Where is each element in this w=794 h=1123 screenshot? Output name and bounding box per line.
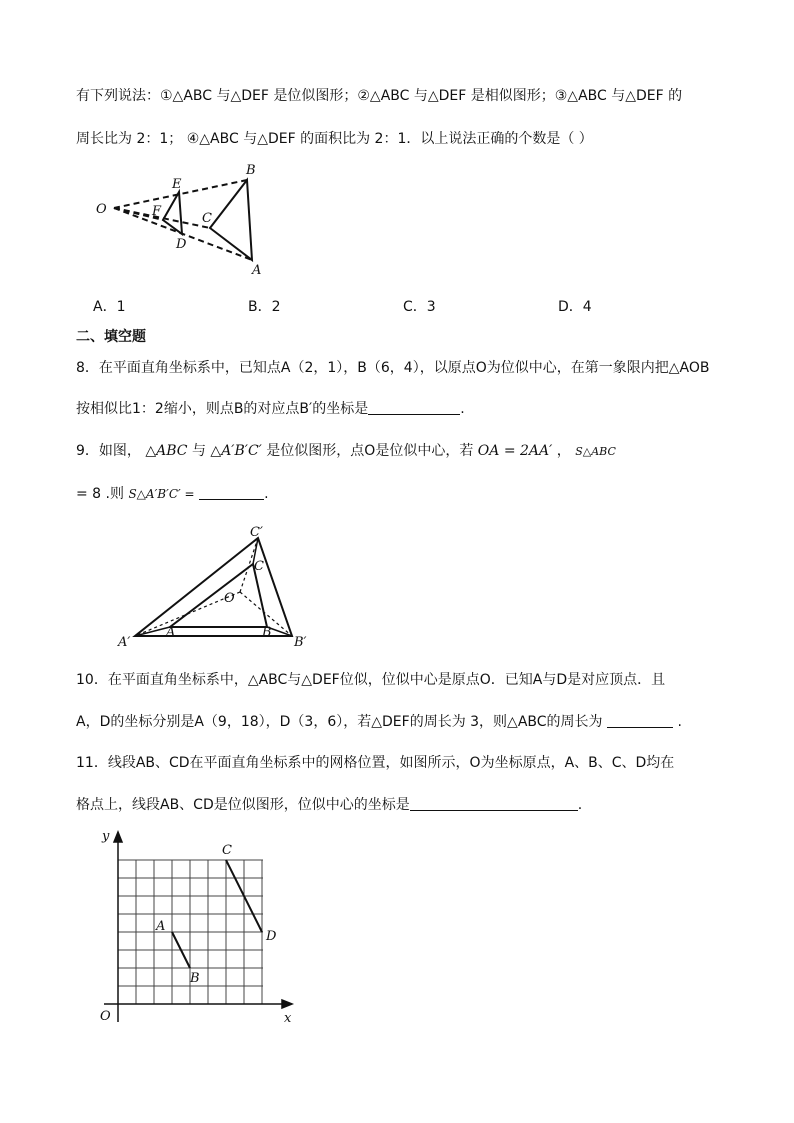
q9-label-A1: A′ <box>118 635 131 650</box>
q7-option-b: B．2 <box>248 299 281 315</box>
q7-label-B: B <box>246 163 256 178</box>
q11-label-A: A <box>156 919 166 934</box>
q11-line-2-text: 格点上，线段AB、CD是位似图形，位似中心的坐标是 <box>76 797 410 813</box>
q7-label-F: F <box>152 204 162 219</box>
q11-label-B: B <box>190 971 200 986</box>
q10-line-1: 10．在平面直角坐标系中，△ABC与△DEF位似，位似中心是原点O．已知A与D是对应顶点．且 <box>76 672 666 688</box>
q9-prefix: 9．如图， <box>76 443 141 459</box>
q9-and: 与 <box>191 443 206 459</box>
q9-expr: S△A′B′C′ = <box>128 487 195 501</box>
q7-option-d: D．4 <box>558 299 592 315</box>
q7-line-2: 周长比为 2：1； ④△ABC 与△DEF 的面积比为 2：1．以上说法正确的个数是（ ） <box>76 131 593 147</box>
q9-label-B: B <box>262 625 272 640</box>
q8-end: . <box>460 401 465 417</box>
q7-line-1: 有下列说法：①△ABC 与△DEF 是位似图形；②△ABC 与△DEF 是相似图形；③△ABC 与△DEF 的 <box>76 88 683 104</box>
q9-line-1 <box>76 441 616 462</box>
q9-cond2: S△ABC <box>575 445 616 458</box>
q8-line-2 <box>76 399 465 419</box>
section-title: 二、填空题 <box>76 329 146 345</box>
q7-label-A: A <box>252 263 262 278</box>
q8-answer-blank[interactable] <box>368 400 460 415</box>
q7-option-c: C．3 <box>403 299 436 315</box>
q9-end: . <box>264 486 269 502</box>
q8-line-1: 8．在平面直角坐标系中，已知点A（2，1），B（6，4），以原点O为位似中心，在第一象限内把△AOB <box>76 360 710 376</box>
q11-answer-blank[interactable] <box>410 796 578 811</box>
q10-end: . <box>677 714 682 730</box>
q9-mid: 是位似图形，点O是位似中心，若 <box>266 443 474 459</box>
q9-label-B1: B′ <box>294 635 307 650</box>
q10-line-2-text: A，D的坐标分别是A（9，18），D（3，6），若△DEF的周长为 3，则△ABC的周长为 <box>76 714 603 730</box>
q9-comma: ， <box>556 443 571 459</box>
q9-line-2 <box>76 484 269 504</box>
q9-label-A: A <box>166 625 176 640</box>
q11-label-C: C <box>222 843 232 858</box>
q9-line-2-a: = 8 .则 <box>76 486 124 502</box>
q11-end: . <box>577 797 583 813</box>
q7-figure <box>92 160 272 280</box>
q8-line-2-text: 按相似比1：2缩小，则点B的对应点B′的坐标是 <box>76 401 369 417</box>
q9-tri1: △ABC <box>145 443 188 459</box>
q9-tri2: △A′B′C′ <box>210 443 262 459</box>
q10-answer-blank[interactable] <box>607 713 673 728</box>
q9-cond1: OA = 2AA′ <box>477 443 553 459</box>
q10-line-2 <box>76 712 682 732</box>
q9-label-C1: C′ <box>250 525 263 540</box>
q11-label-D: D <box>266 929 277 944</box>
q11-label-y: y <box>102 829 110 844</box>
q7-label-D: D <box>176 237 187 252</box>
q9-figure <box>112 524 322 654</box>
q7-label-O: O <box>96 202 107 217</box>
q11-figure <box>96 826 306 1026</box>
q9-answer-blank[interactable] <box>199 485 264 500</box>
q11-label-x: x <box>284 1011 292 1026</box>
q7-label-C: C <box>202 211 212 226</box>
q9-label-C: C <box>254 559 264 574</box>
q9-label-O: O <box>224 591 235 606</box>
q11-line-1: 11．线段AB、CD在平面直角坐标系中的网格位置，如图所示，O为坐标原点，A、B、C、D均在 <box>76 755 675 771</box>
q11-line-2 <box>76 795 582 815</box>
q7-label-E: E <box>172 177 182 192</box>
q7-option-a: A．1 <box>93 299 126 315</box>
q11-label-O: O <box>100 1009 111 1024</box>
